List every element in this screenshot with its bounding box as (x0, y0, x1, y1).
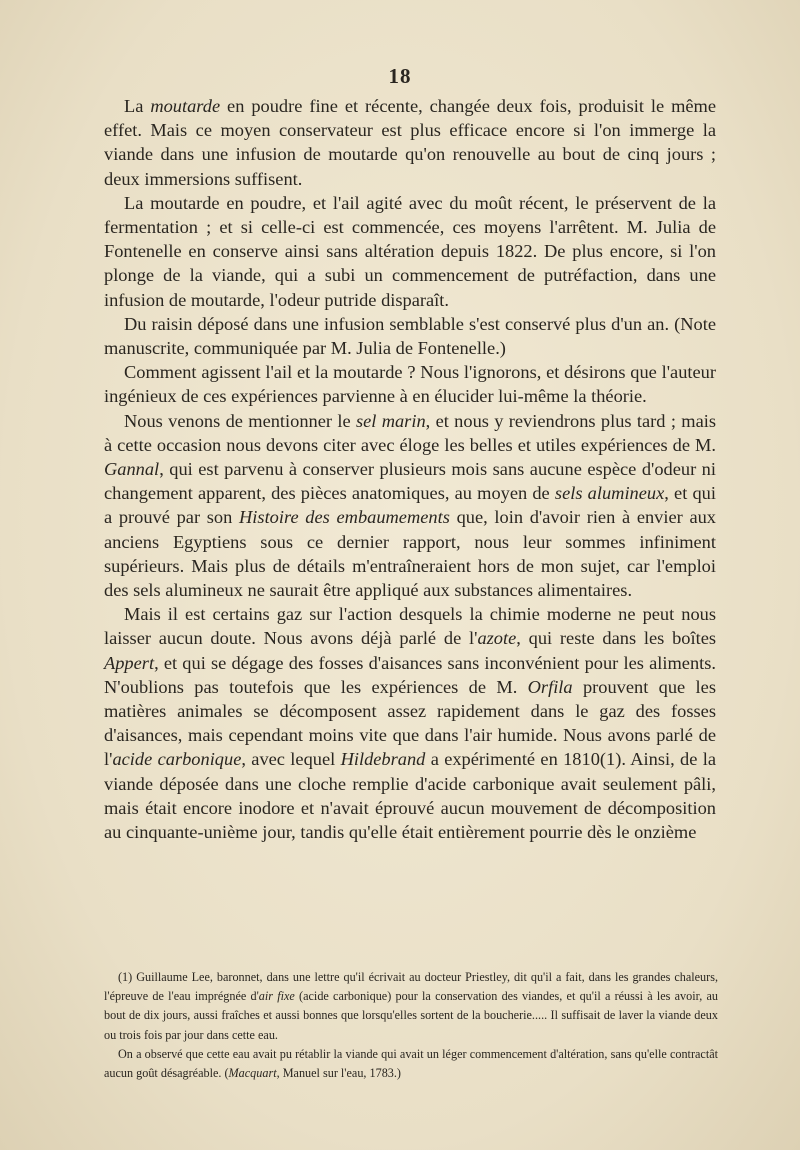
italic-text: Gannal (104, 459, 160, 480)
italic-text: Histoire des embaumements (239, 507, 450, 528)
text-run: Nous venons de mentionner le (124, 410, 356, 431)
text-run: , qui est parvenu à conserver plusieurs mois sans aucune espèce d'odeur ni changement apparent, des pièces anatomiques, au moyen de (104, 459, 716, 504)
text-run: On a observé que cette eau avait pu rétablir la viande qui avait un léger commencement d'altération, sans qu'elle contractât aucun goût désagréable. ( (104, 1046, 718, 1081)
paragraph (104, 94, 716, 191)
italic-text: sels alumineux (554, 483, 665, 504)
text-run: , Manuel sur l'eau, 1783.) (276, 1066, 401, 1081)
text-run: Mais il est certains gaz sur l'action desquels la chimie moderne ne peut nous laisser aucun doute. Nous avons déjà parlé de l' (104, 604, 716, 649)
paragraph (104, 409, 716, 603)
paragraph (104, 602, 716, 844)
footnote (104, 1045, 718, 1083)
italic-text: Orfila (527, 676, 573, 697)
paragraph (104, 312, 716, 360)
italic-text: Hildebrand (340, 749, 426, 770)
text-run: , avec lequel (241, 749, 341, 770)
text-run: en poudre fine et récente, changée deux fois, produisit le même effet. Mais ce moyen conservateur est plus efficace encore si l'on immerge la viande dans une infusion de moutarde qu'on renouvelle au bout de cinq jours ; deux immersions suffisent. (104, 96, 717, 189)
text-run: Du raisin déposé dans une infusion semblable s'est conservé plus d'un an. (Note manuscrite, communiquée par M. Julia de Fontenelle.) (104, 313, 716, 359)
italic-text: air fixe (258, 989, 295, 1004)
text-run: , et qui se dégage des fosses d'aisances sans inconvénient pour les aliments. N'oublions pas toutefois que les expériences de M. (104, 652, 716, 697)
italic-text: azote (477, 628, 517, 649)
italic-text: moutarde (150, 96, 221, 116)
italic-text: Macquart (228, 1066, 277, 1081)
paragraph (104, 360, 716, 408)
text-run: La moutarde en poudre, et l'ail agité avec du moût récent, le préservent de la fermentation ; et si celle-ci est commencée, ces moyens l'arrêtent. M. Julia de Fontenelle en conserve ainsi sans altération depuis 1822. De plus encore, si l'on plonge de la viande, qui a subi un commencement de putréfaction, dans une infusion de moutarde, l'odeur putride disparaît. (104, 192, 716, 310)
italic-text: acide carbonique (112, 749, 242, 770)
footnotes (104, 968, 718, 1083)
text-run: que, loin d'avoir rien à envier aux anciens Egyptiens sous ce dernier rapport, nous leur sommes infiniment supérieurs. Mais plus de détails m'entraîneraient hors de mon sujet, car l'emploi des sels alumineux ne saurait être appliqué aux substances alimentaires. (104, 507, 717, 601)
paragraph (104, 191, 716, 312)
footnote (104, 968, 718, 1045)
text-run: prouvent que les matières animales se décomposent assez rapidement dans le gaz des fosses d'aisances, mais cependant moins vite que dans l'air humide. Nous avons parlé de l' (104, 676, 716, 770)
body-text (104, 94, 716, 844)
text-run: La (124, 96, 151, 116)
italic-text: sel marin (355, 410, 426, 431)
text-run: , et qui a prouvé par son (104, 483, 716, 528)
italic-text: Appert (104, 652, 155, 673)
text-run: (1) Guillaume Lee, baronnet, dans une lettre qu'il écrivait au docteur Priestley, dit qu'il a fait, dans les grandes chaleurs, l'épreuve de l'eau imprégnée d' (104, 970, 718, 1004)
text-run: Comment agissent l'ail et la moutarde ? Nous l'ignorons, et désirons que l'auteur ingénieux de ces expériences parvienne à en élucider lui-même la théorie. (104, 362, 716, 407)
text-run: , qui reste dans les boîtes (516, 628, 717, 649)
text-run: , et nous y reviendrons plus tard ; mais à cette occasion nous devons citer avec éloge les belles et utiles expériences de M. (104, 410, 716, 455)
text-run: a expérimenté en 1810(1). Ainsi, de la viande déposée dans une cloche remplie d'acide carbonique avait seulement pâli, mais était encore inodore et n'avait éprouvé aucun mouvement de décomposition au cinquante-unième jour, tandis qu'elle était entièrement pourrie dès le onzième (104, 749, 716, 843)
page-number: 18 (388, 64, 412, 88)
text-run: (acide carbonique) pour la conservation des viandes, et qu'il a réussi à les avoir, au bout de dix jours, aussi fraîches et aussi bonnes que lorsqu'elles sortent de la boucherie..... Il suffisait de laver la viande deux ou trois fois par jour dans cette eau. (104, 989, 718, 1042)
